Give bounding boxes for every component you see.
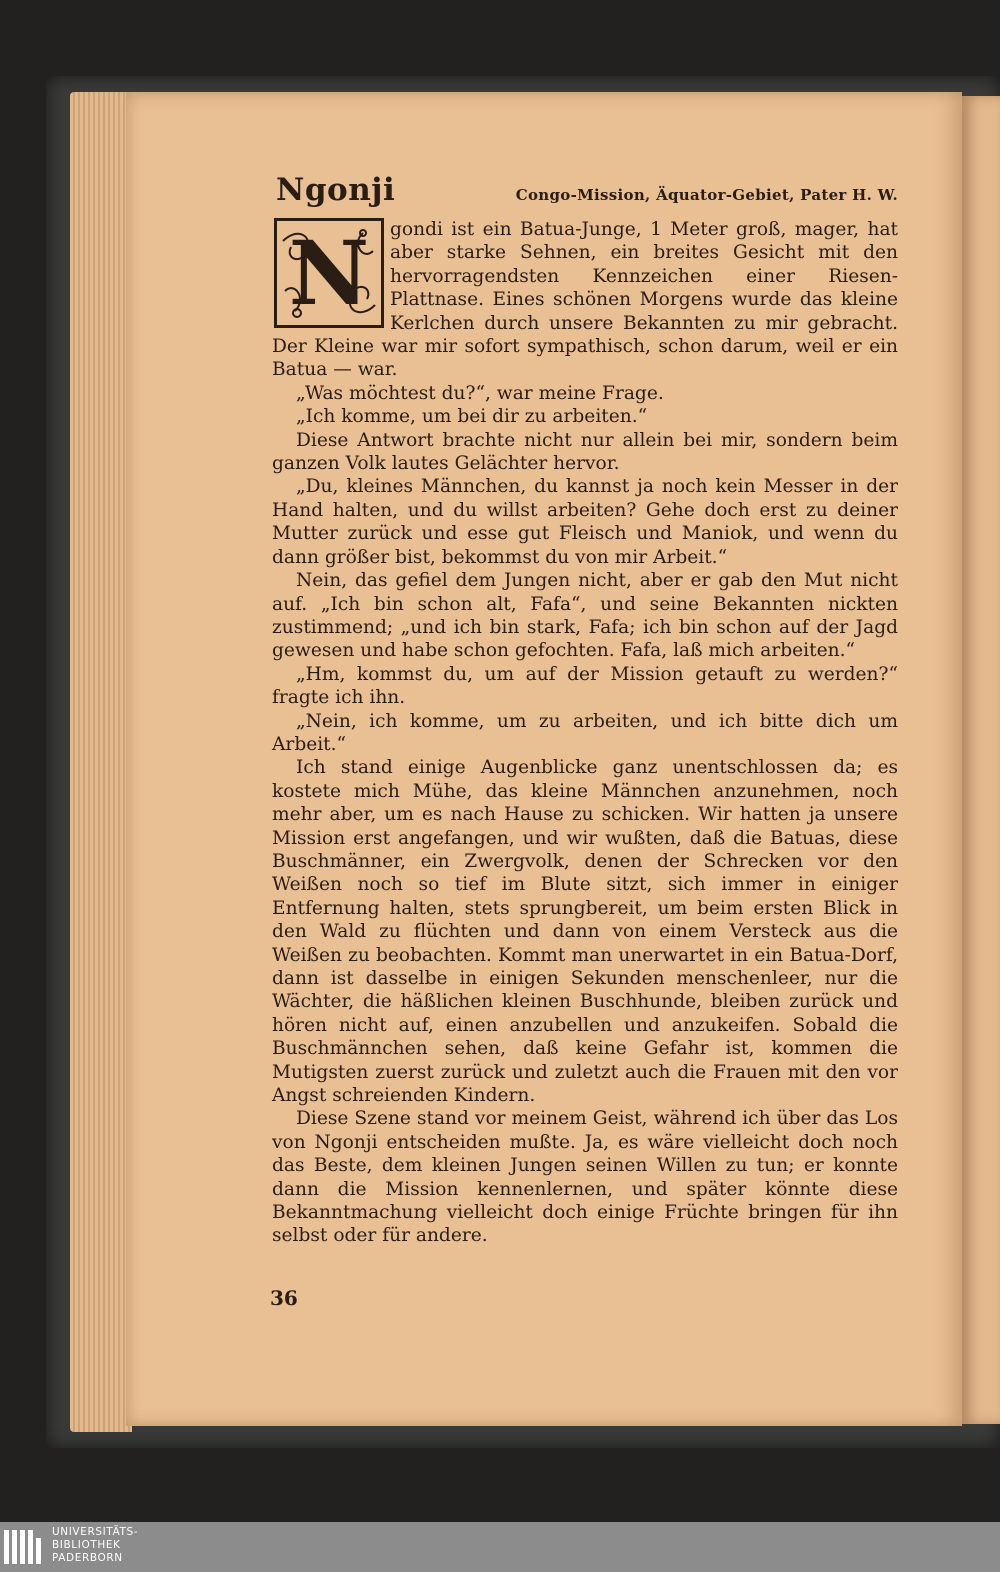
body-text [272, 218, 898, 1248]
library-name: UNIVERSITÄTS- BIBLIOTHEK PADERBORN [52, 1526, 139, 1564]
paragraph: „Du, kleines Männchen, du kannst ja noch kein Messer in der Hand halten, und du willst arbeiten? Gehe doch erst zu deiner Mutter zurück und esse gut Fleisch und Maniok, und wenn du dann größer bist, bekommst du von mir Arbeit.“ [272, 476, 898, 568]
paragraph: Diese Szene stand vor meinem Geist, während ich über das Los von Ngonji entscheiden mußte. Ja, es wäre vielleicht doch noch das Beste, dem kleinen Jungen seinen Willen zu tun; er konnte dann die Mission kennenlernen, und später könnte diese Bekanntmachung vielleicht doch einige Früchte bringen für ihn selbst oder für andere. [272, 1108, 898, 1247]
page-edges [70, 92, 132, 1432]
page-content [272, 172, 898, 1248]
paragraph: „Ich komme, um bei dir zu arbeiten.“ [296, 406, 648, 428]
paragraph: „Nein, ich komme, um zu arbeiten, und ich bitte dich um Arbeit.“ [272, 710, 898, 755]
paragraph: „Hm, kommst du, um auf der Mission getauft zu werden?“ fragte ich ihn. [272, 663, 898, 709]
chapter-subtitle: Congo-Mission, Äquator-Gebiet, Pater H. W. [515, 186, 898, 204]
page-header [272, 172, 898, 218]
dropcap-initial: N [274, 218, 384, 328]
chapter-title: Ngonji [276, 172, 396, 208]
paragraph: N gondi ist ein Batua-Junge, 1 Meter groß, mager, hat aber starke Sehnen, ein breites Gesicht mit den hervorragendsten Kennzeichen einer Riesen-Plattnase. Eines schönen Morgens wurde das kleine Kerlchen durch unsere Bekannten zu mir gebracht. Der Kleine war mir sofort sympathisch, schon darum, weil er ein Batua — war. [272, 219, 898, 381]
next-page-edge [962, 96, 1000, 1424]
paragraph: Nein, das gefiel dem Jungen nicht, aber er gab den Mut nicht auf. „Ich bin schon alt, Fafa“, und seine Bekannten nickten zustimmend; „und ich bin stark, Fafa; ich bin schon auf der Jagd gewesen und habe schon gefochten. Fafa, laß mich arbeiten.“ [272, 570, 898, 662]
paragraph: Ich stand einige Augenblicke ganz unentschlossen da; es kostete mich Mühe, das kleine Männchen anzunehmen, noch mehr aber, um es nach Hause zu schicken. Wir hatten ja unsere Mission erst angefangen, und wir wußten, daß die Batuas, diese Buschmänner, ein Zwergvolk, denen der Schrecken vor den Weißen noch so tief im Blute sitzt, sich immer in einiger Entfernung halten, stets sprungbereit, um beim ersten Blick in den Wald zu flüchten und dann von einem Versteck aus die Weißen zu beobachten. Kommt man unerwartet in ein Batua-Dorf, dann ist dasselbe in einigen Sekunden menschenleer, nur die Wächter, die häßlichen kleinen Buschhunde, bleiben zurück und hören nicht auf, einen anzubellen und anzukeifen. Sobald die Buschmännchen sehen, daß keine Gefahr ist, kommen die Mutigsten zuerst zurück und zuletzt auch die Frauen mit den vor Angst schreienden Kindern. [272, 757, 898, 1107]
library-logo-icon [4, 1528, 48, 1566]
library-footer [0, 1522, 1000, 1572]
paragraph: Diese Antwort brachte nicht nur allein bei mir, sondern beim ganzen Volk lautes Gelächter hervor. [272, 429, 898, 475]
paragraph: „Was möchtest du?“, war meine Frage. [296, 382, 664, 404]
page-number: 36 [270, 1286, 298, 1310]
